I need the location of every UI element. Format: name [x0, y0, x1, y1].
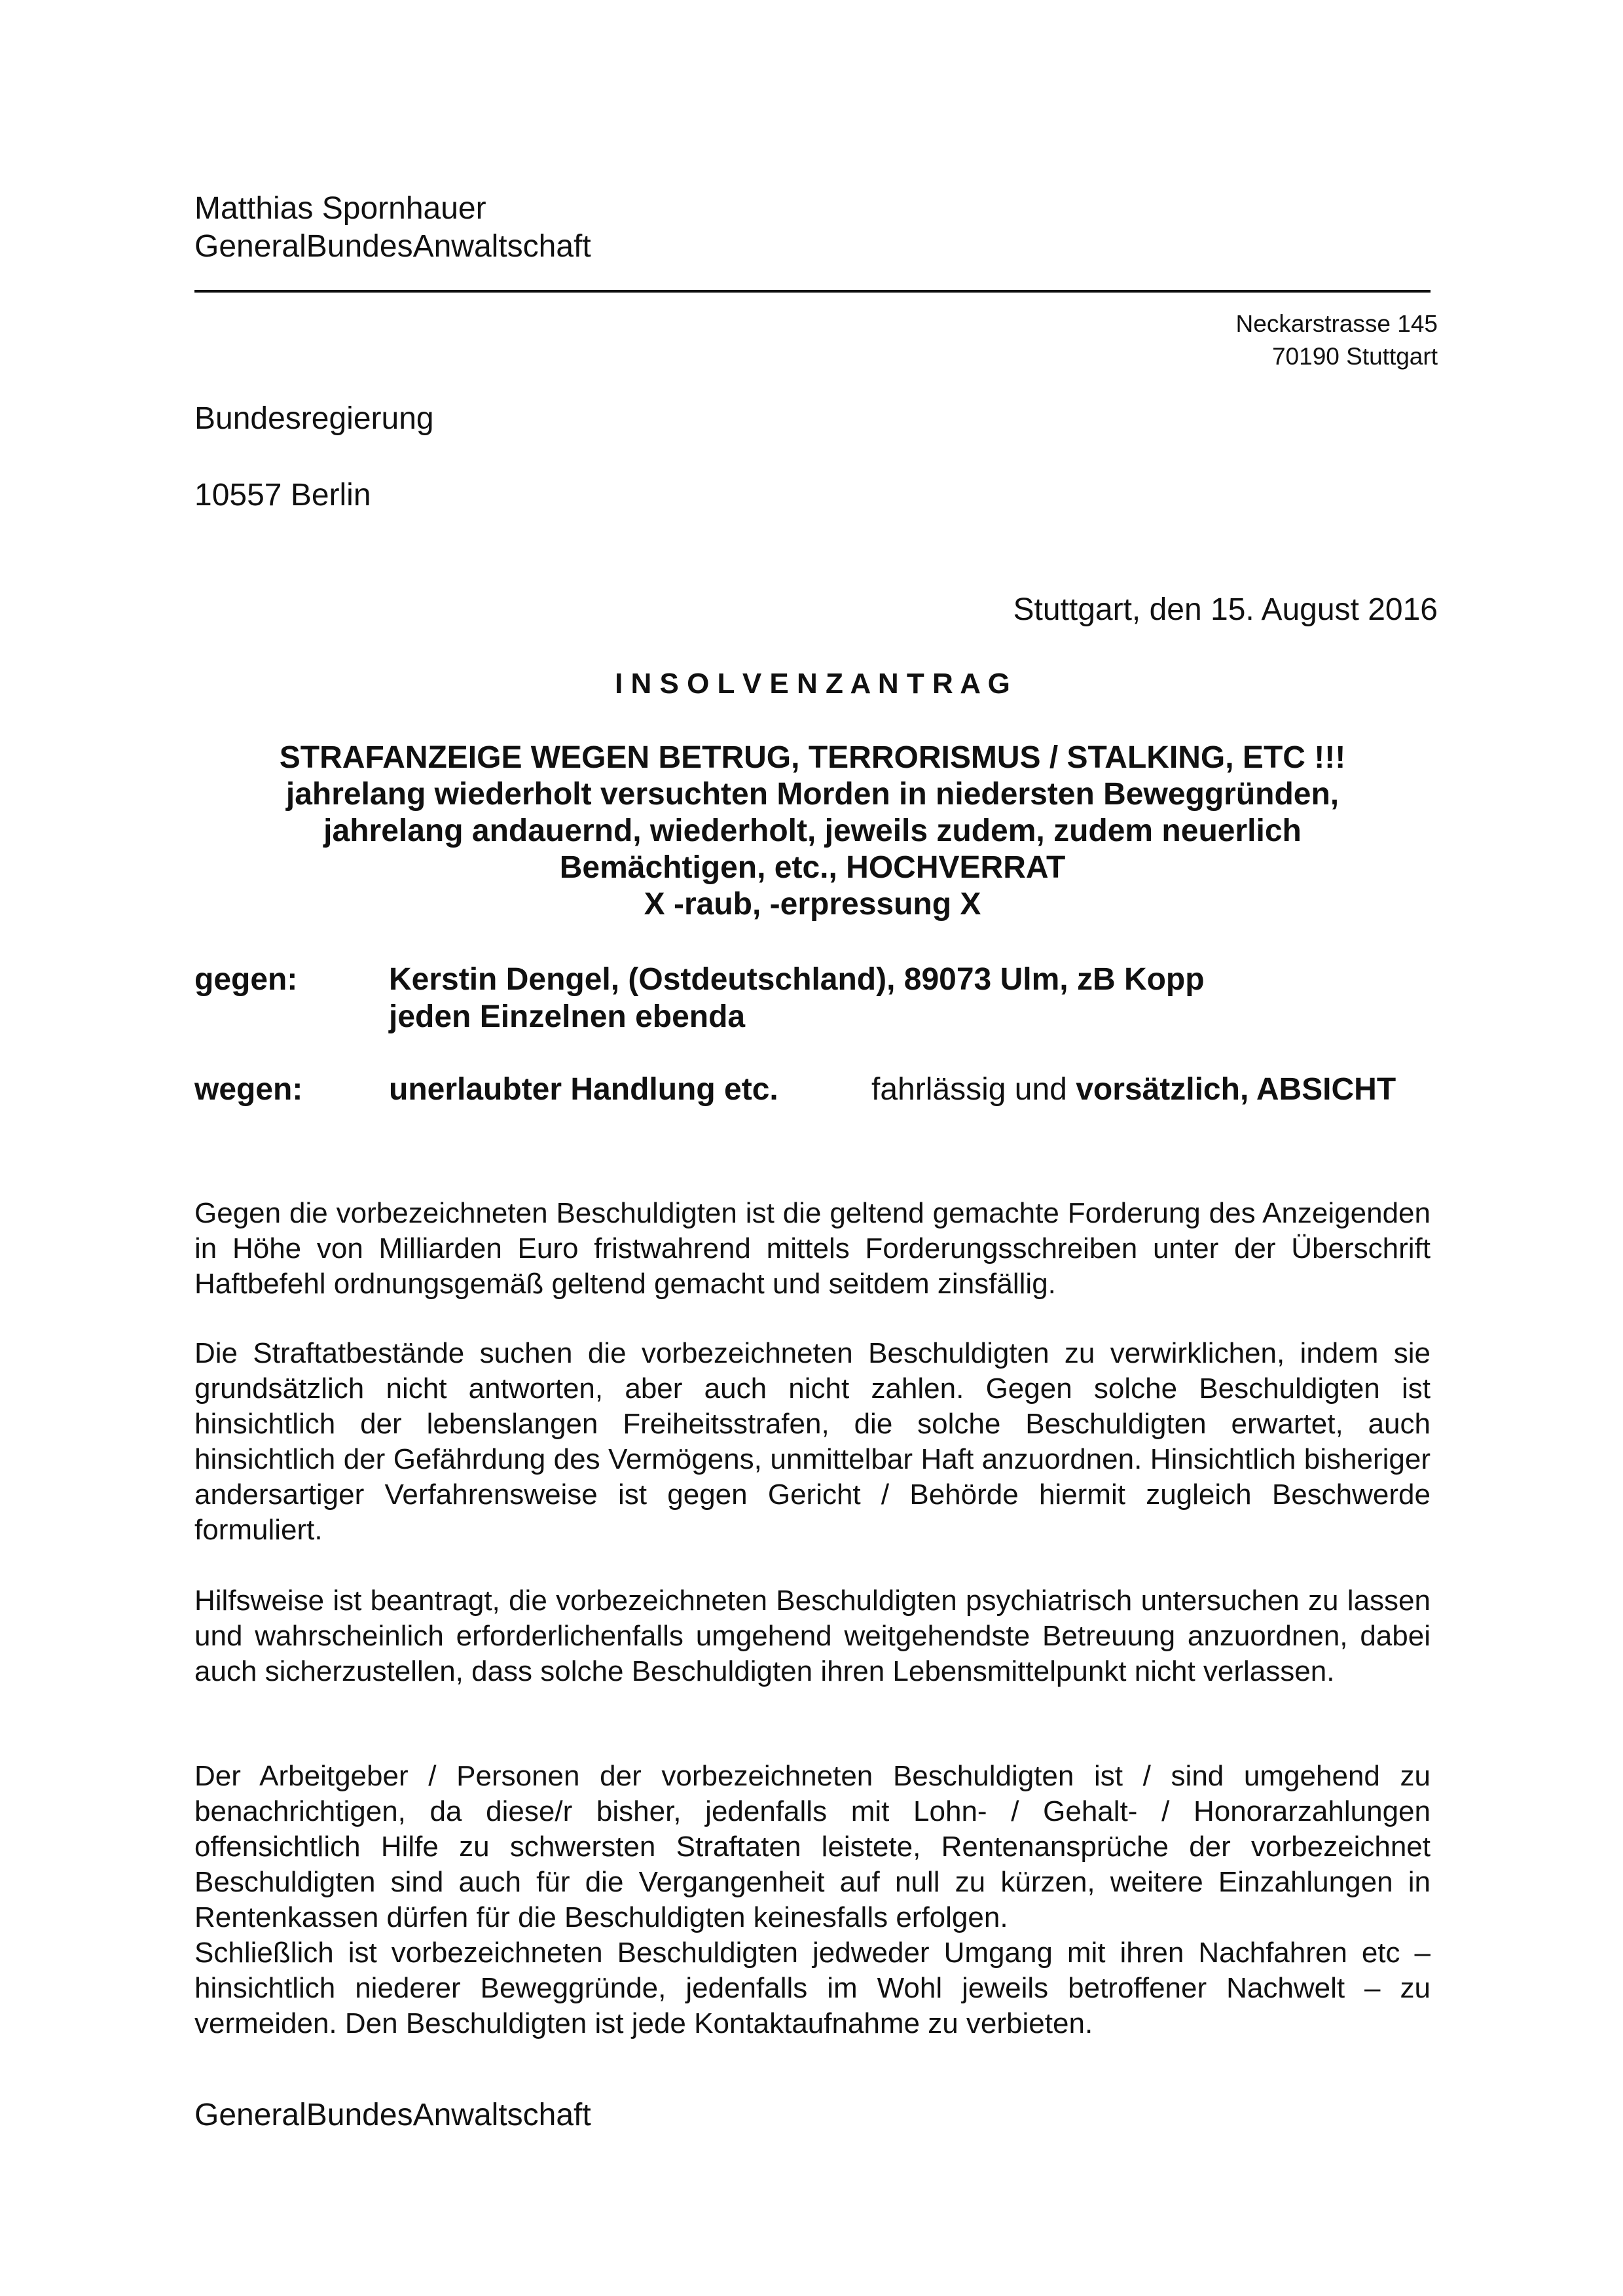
wegen-qualifier-bold: vorsätzlich, ABSICHT — [1076, 1072, 1396, 1107]
document-title: I N S O L V E N Z A N T R A G — [615, 668, 1010, 700]
gegen-label: gegen: — [194, 962, 298, 997]
subject-block — [194, 740, 1431, 923]
wegen-row — [194, 1071, 1431, 1110]
subject-line: STRAFANZEIGE WEGEN BETRUG, TERRORISMUS / STALKING, ETC !!! — [279, 740, 1346, 775]
subject-line: X -raub, -erpressung X — [644, 887, 981, 922]
gegen-row — [194, 961, 1431, 1039]
wegen-value: unerlaubter Handlung etc. — [389, 1072, 778, 1107]
paragraph-text: Gegen die vorbezeichneten Beschuldigten ist die geltend gemachte Forderung des Anzeigenden in Höhe von Milliarden Euro fristwahrend mittels Forderungsschreiben unter der Überschrift Haftbefehl ordnungsgemäß geltend gemacht und seitdem zinsfällig. — [194, 1197, 1431, 1300]
sender-block — [194, 190, 591, 266]
paragraph-text: Schließlich ist vorbezeichneten Beschuldigten jedweder Umgang mit ihren Nachfahren etc – hinsichtlich niederer Beweggründe, jedenfalls im Wohl jeweils betroffener Nachwelt – zu vermeiden. Den Beschuldigten ist jede Kontaktaufnahme zu verbieten. — [194, 1937, 1431, 2039]
date-line: Stuttgart, den 15. August 2016 — [1013, 592, 1438, 627]
closing-signature: GeneralBundesAnwaltschaft — [194, 2098, 591, 2132]
gegen-value — [389, 961, 1205, 1035]
subject-line: jahrelang andauernd, wiederholt, jeweils zudem, zudem neuerlich — [323, 814, 1302, 848]
paragraph — [194, 1196, 1431, 1302]
paragraph-text: Die Straftatbestände suchen die vorbezeichneten Beschuldigten zu verwirklichen, indem sie grundsätzlich nicht antworten, aber auch nicht zahlen. Gegen solche Beschuldigten ist hinsichtlich der lebenslangen Freiheitsstrafen, die solche Beschuldigten erwartet, auch hinsichtlich der Gefährdung des Vermögens, unmittelbar Haft anzuordnen. Hinsichtlich bisheriger andersartiger Verfahrensweise ist gegen Gericht / Behörde hiermit zugleich Beschwerde formuliert. — [194, 1337, 1431, 1546]
sender-organization: GeneralBundesAnwaltschaft — [194, 229, 591, 264]
gegen-line: jeden Einzelnen ebenda — [389, 999, 746, 1034]
gegen-line: Kerstin Dengel, (Ostdeutschland), 89073 Ulm, zB Kopp — [389, 962, 1205, 997]
paragraph-text: Hilfsweise ist beantragt, die vorbezeichneten Beschuldigten psychiatrisch untersuchen zu lassen und wahrscheinlich erforderlichenfalls umgehend weitgehendste Betreuung anzuordnen, dabei auch sicherzustellen, dass solche Beschuldigten ihren Lebensmittelpunkt nicht verlassen. — [194, 1585, 1431, 1687]
address-street: Neckarstrasse 145 — [1235, 310, 1438, 337]
recipient-name: Bundesregierung — [194, 401, 434, 436]
wegen-qualifier — [871, 1071, 1396, 1108]
subject-line: Bemächtigen, etc., HOCHVERRAT — [559, 850, 1066, 885]
subject-line: jahrelang wiederholt versuchten Morden in niedersten Beweggründen, — [285, 777, 1340, 812]
sender-name: Matthias Spornhauer — [194, 191, 486, 226]
sender-address — [1236, 308, 1438, 373]
paragraph — [194, 1336, 1431, 1548]
paragraph — [194, 1583, 1431, 1689]
paragraph-text: Der Arbeitgeber / Personen der vorbezeichneten Beschuldigten ist / sind umgehend zu benachrichtigen, da diese/r bisher, jedenfalls mit Lohn- / Gehalt- / Honorarzahlungen offensichtlich Hilfe zu schwersten Straftaten leistete, Rentenansprüche der vorbezeichnet Beschuldigten sind auch für die Vergangenheit auf null zu kürzen, weitere Einzahlungen in Rentenkassen dürfen für die Beschuldigten keinesfalls erfolgen. — [194, 1760, 1431, 1933]
wegen-qualifier-plain: fahrlässig und — [871, 1072, 1076, 1107]
header-divider — [194, 290, 1431, 293]
recipient-city: 10557 Berlin — [194, 478, 371, 512]
paragraph — [194, 1759, 1431, 2041]
address-city: 70190 Stuttgart — [1271, 343, 1438, 370]
wegen-label: wegen: — [194, 1072, 303, 1107]
